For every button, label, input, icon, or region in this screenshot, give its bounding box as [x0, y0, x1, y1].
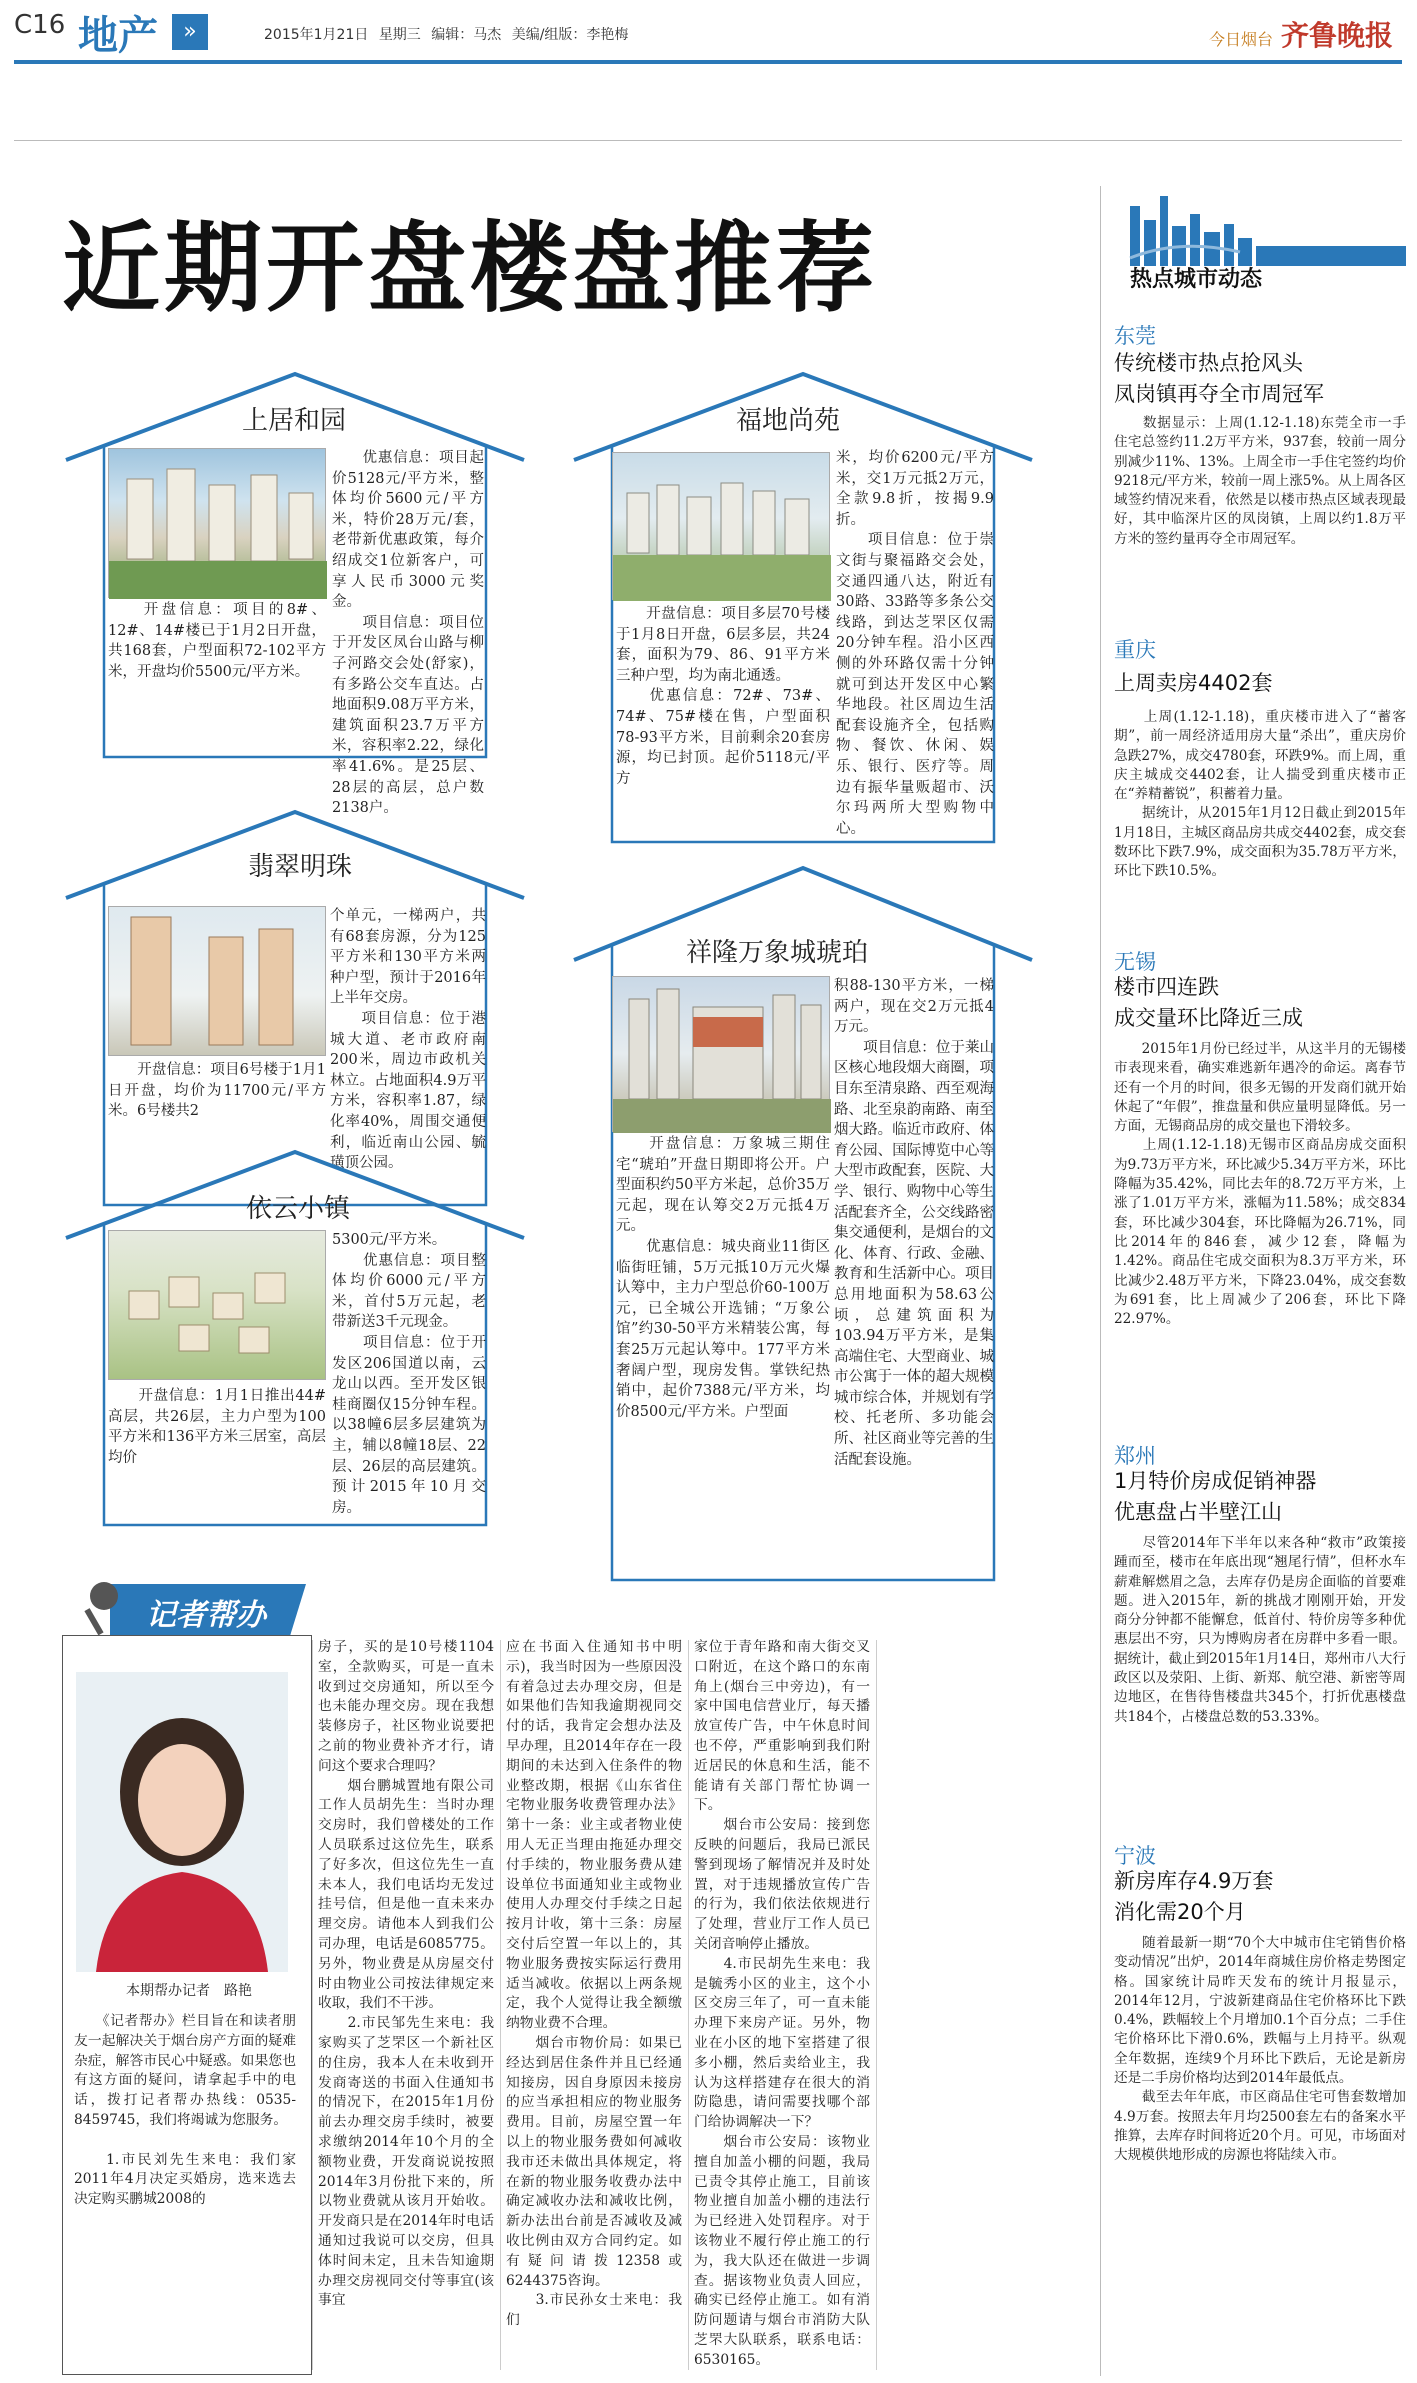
column-divider	[500, 1640, 501, 2370]
masthead-label: 今日烟台	[1208, 30, 1273, 49]
city-headline: 上周卖房4402套	[1114, 671, 1273, 695]
qa-column: 家位于青年路和南大街交叉口附近，在这个路口的东南角上(烟台三中旁边)，有一家中国电信营业厅，每天播放宣传广告，中午休息时间也不停，严重影响到我们附近居民的休息和生活，能不能请有关部门帮忙协调一下。 烟台市公安局：接到您反映的问题后，我局已派民警到现场了解情况并及时处置，对于违规播放宣传广告的行为，我们依法依规进行了处理，营业厅工作人员已关闭音响停止播放。 4.市民胡先生来电：我是毓秀小区的业主，这个小区交房三年了，可一直未能办理下来房产证。另外，物业在小区的地下室搭建了很多小棚，然后卖给业主，我认为这样搭建存在很大的消防隐患，请问需要找哪个部门给协调解决一下？ 烟台市公安局：该物业擅自加盖小棚的问题，我局已责令其停止施工，目前该物业擅自加盖小棚的违法行为已经进入处罚程序。对于该物业不履行停止施工的行为，我大队还在做进一步调查。据该物业负责人回应，确实已经停止施工。如有消防问题请与烟台市消防大队芝罘大队联系，联系电话：6530165。	[694, 1639, 870, 2368]
page-title: 近期开盘楼盘推荐	[62, 212, 879, 326]
masthead	[1209, 14, 1393, 54]
project-name: 福地尚苑	[736, 406, 841, 436]
city-body: 2015年1月份已经过半，从这半月的无锡楼市表现来看，确实难逃新年遇冷的命运。离春节还有一个月的时间，很多无锡的开发商们就开始休起了“年假”，推盘量和供应量明显降低。另一方面，无锡商品房的成交量也下滑较多。 上周(1.12-1.18)无锡市区商品房成交面积为9.73万平方米，环比减少5.34万平方米，环比降幅为35.42%，同比去年的8.72万平方米，上涨了1.01万平方米，涨幅为11.58%；成交834套，环比减少304套，环比降幅为26.71%，同比2014年的846套，减少12套，降幅为1.42%。商品住宅成交面积为8.3万平方米，环比减少2.48万平方米，下降23.04%，成交套数为691套，比上周减少了206套，环比下降22.97%。	[1114, 1041, 1406, 1328]
project-photo	[108, 906, 326, 1056]
header-rule	[14, 60, 1402, 64]
project-name: 依云小镇	[246, 1194, 351, 1224]
qa-column: 应在书面入住通知书中明示)，我当时因为一些原因没有着急过去办理交房，但是如果他们告知我逾期视同交付的话，我肯定会想办法及早办理，且2014年存在一段期间的未达到入住条件的物业整改期，根据《山东省住宅物业服务收费管理办法》第十一条：业主或者物业使用人无正当理由拖延办理交付手续的，物业服务费从建设单位书面通知业主或物业使用人办理交付手续之日起按月计收，第十三条：房屋交付后空置一年以上的，其物业服务费按实际运行费用适当减收。依据以上两条规定，我个人觉得让我全额缴纳物业费不合理。 烟台市物价局：如果已经达到居住条件并且已经通知接房，因自身原因未接房的应当承担相应的物业服务费用。目前，房屋空置一年以上的物业服务费如何减收我市还未做出具体规定，将在新的物业服务收费办法中确定减收办法和减收比例，新办法出台前是否减收及减收比例由双方合同约定。如有疑问请拨12358或6244375咨询。 3.市民孙女士来电：我们	[506, 1639, 682, 2329]
issue-date: 2015年1月21日	[264, 27, 369, 43]
city-name: 郑州	[1114, 1444, 1156, 1468]
project-open-info: 开盘信息：项目多层70号楼于1月8日开盘，6层多层，共24套，面积为79、86、91平方米三种户型，均为南北通透。 优惠信息：72#、73#、74#、75#楼在售，户型面积78-93平方米，目前剩余20套房源，均已封顶。起价5118元/平方	[616, 606, 830, 787]
project-photo	[612, 452, 830, 600]
project-photo	[108, 1230, 326, 1380]
city-body: 尽管2014年下半年以来各种“救市”政策接踵而至，楼市在年底出现“翘尾行情”，但杯水车薪难解燃眉之急，去库存仍是房企面临的首要难题。进入2015年，新的挑战才刚刚开始，开发商分分钟都不能懈怠，低首付、特价房等多种优惠层出不穷，只为博购房者在房群中多看一眼。据统计，截止到2015年1月14日，郑州市八大行政区以及荥阳、上街、新郑、航空港、新密等周边地区，在售待售楼盘共345个，打折优惠楼盘共184个，占楼盘总数的53.33%。	[1114, 1535, 1406, 1725]
city-body: 上周(1.12-1.18)，重庆楼市进入了“蓄客期”，前一周经济适用房大量“杀出”，重庆房价急跌27%，成交4780套，环跌9%。而上周，重庆主城成交4402套，让人揣受到重庆楼市正在“养精蓄锐”，积蓄着力量。 据统计，从2015年1月12日截止到2015年1月18日，主城区商品房共成交4402套，成交套数环比下跌7.9%，成交面积为35.78万平方米，环比下跌10.5%。	[1114, 709, 1406, 880]
project-photo	[108, 448, 326, 598]
section-title: 地产	[78, 13, 158, 59]
project-open-info: 开盘信息：项目的8#、12#、14#楼已于1月2日开盘，共168套，户型面积72-102平方米，开盘均价5500元/平方米。	[108, 602, 326, 680]
reporter-badge-label: 记者帮办	[146, 1598, 266, 1633]
city-headline: 传统楼市热点抢风头 凤岗镇再夺全市周冠军	[1114, 351, 1324, 406]
column-divider	[312, 1640, 313, 2370]
project-details: 优惠信息：项目起价5128元/平方米，整体均价5600元/平方米，特价28万元/套，老带新优惠政策，每介绍成交1位新客户，可享人民币3000元奖金。 项目信息：项目位于开发区凤台山路与柳子河路交会处(舒家)，有多路公交车直达。占地面积9.08万平方米，建筑面积23.7万平方米，容积率2.22，绿化率41.6%。是25层、28层的高层，总户数2138户。	[332, 450, 484, 817]
project-card-fudi	[572, 372, 1034, 848]
city-name: 东莞	[1114, 324, 1156, 348]
editor-credit: 编辑：马杰	[431, 27, 502, 43]
designer-credit: 美编/组版：李艳梅	[511, 27, 629, 43]
project-card-wanxiang	[572, 866, 1034, 1586]
project-details: 米，均价6200元/平方米，交1万元抵2万元，全款9.8折，按揭9.9折。 项目信息：位于崇文街与聚福路交会处，交通四通八达，附近有30路、33路等多条公交线路，到达芝罘区仅需20分钟车程。沿小区西侧的外环路仅需十分钟就可到达开发区中心繁华地段。社区周边生活配套设施齐全，包括购物、餐饮、休闲、娱乐、银行、医疗等。周边有振华量贩超市、沃尔玛两所大型购物中心。	[836, 450, 994, 837]
city-name: 宁波	[1114, 1844, 1156, 1868]
column-divider	[1100, 186, 1101, 2376]
project-details: 个单元，一梯两户，共有68套房源，分为125平方米和130平方米两种户型，预计于2016年上半年交房。 项目信息：位于港城大道、老市政府南200米，周边市政机关林立。占地面积4.9万平方米，容积率1.87，绿化率40%，周围交通便利，临近南山公园、毓璜顶公园。	[330, 908, 486, 1172]
reporter-caption: 本期帮办记者 路艳	[126, 1983, 252, 1999]
header-rule-thin	[14, 140, 1402, 141]
city-headline: 新房库存4.9万套 消化需20个月	[1114, 1869, 1274, 1924]
project-open-info: 开盘信息：万象城三期住宅“琥珀”开盘日期即将公开。户型面积约50平方米起，总价35万元起，现在认筹交2万元抵4万元。 优惠信息：城央商业11街区临街旺铺，5万元抵10万元火爆认筹中，主力户型总价60-100万元，已全城公开选铺；“万象公馆”约30-50平方米精装公寓，每套25万元起认筹中。177平方米奢阔户型，现房发售。掌铁纪热销中，起价7388元/平方米，均价8500元/平方米。户型面	[616, 1136, 830, 1420]
project-open-info: 开盘信息：1月1日推出44#高层，共26层，主力户型为100平方米和136平方米三居室，高层均价	[108, 1388, 326, 1466]
city-name: 无锡	[1114, 950, 1156, 974]
project-card-shangju	[64, 372, 526, 817]
paper-name: 齐鲁晚报	[1280, 19, 1393, 52]
project-name: 祥隆万象城琥珀	[686, 938, 869, 968]
project-details: 5300元/平方米。 优惠信息：项目整体均价6000元/平方米，首付5万元起，老带新送3千元现金。 项目信息：位于开发区206国道以南，云龙山以西。至开发区银桂商圈仅15分钟车程。以38幢6层多层建筑为主，辅以8幢18层、22层、26层的高层建筑。预计2015年10月交房。	[332, 1232, 486, 1516]
project-name: 上居和园	[242, 406, 347, 436]
project-name: 翡翠明珠	[248, 852, 353, 882]
page-number: C16	[14, 10, 66, 40]
project-card-yiyun	[64, 1150, 526, 1530]
reporter-help-badge	[70, 1580, 310, 1638]
reporter-photo	[76, 1672, 288, 1972]
qa-column: 房子，买的是10号楼1104室，全款购买，可是一直未收到过交房通知，所以至今也未能办理交房。现在我想装修房子，社区物业说要把之前的物业费补齐才行，请问这个要求合理吗？ 烟台鹏城置地有限公司工作人员胡先生：当时办理交房时，我们曾楼处的工作人员联系过这位先生，联系了好多次，但这位先生一直未本人，我们电话均无发过挂号信，但是他一直未来办理交房。请他本人到我们公司办理，电话是6085775。另外，物业费是从房屋交付时由物业公司按法律规定来收取，我们不干涉。 2.市民邹先生来电：我家购买了芝罘区一个新社区的住房，我本人在未收到开发商寄送的书面入住通知书的情况下，在2015年1月份前去办理交房手续时，被要求缴纳2014年10个月的全额物业费，开发商说说按照2014年3月份批下来的，所以物业费就从该月开始收。开发商只是在2014年时电话通知过我说可以交房，但具体时间未定，且未告知逾期办理交房视同交付等事宜(该事宜	[318, 1639, 494, 2309]
city-name: 重庆	[1114, 638, 1156, 662]
column-divider	[688, 1640, 689, 2370]
reporter-intro: 《记者帮办》栏目旨在和读者朋友一起解决关于烟台房产方面的疑难杂症，解答市民心中疑惑。如果您也有这方面的疑问，请拿起手中的电话，拨打记者帮办热线：0535-8459745，我们将竭诚为您服务。 1.市民刘先生来电：我们家2011年4月决定买婚房，选来选去决定购买鹏城2008的	[74, 2013, 296, 2208]
project-open-info: 开盘信息：项目6号楼于1月1日开盘，均价为11700元/平方米。6号楼共2	[108, 1062, 326, 1120]
project-photo	[612, 976, 830, 1132]
section-arrow-icon: »	[172, 14, 208, 50]
city-body: 数据显示：上周(1.12-1.18)东莞全市一手住宅总签约11.2万平方米，937套，较前一周分别减少11%、13%。上周全市一手住宅签约均价9218元/平方米，较前一周上涨5%。从上周各区域签约情况来看，依然是以楼市热点区域表现最好，其中临深片区的凤岗镇，上周以约1.8万平方米的签约量再夺全市周冠军。	[1114, 415, 1406, 547]
city-headline: 楼市四连跌 成交量环比降近三成	[1114, 975, 1303, 1030]
issue-weekday: 星期三	[378, 27, 421, 43]
column-divider	[876, 1640, 877, 2370]
issue-info	[264, 24, 628, 44]
project-details: 积88-130平方米，一梯两户，现在交2万元抵4万元。 项目信息：位于莱山区核心地段烟大商圈，项目东至清泉路、西至观海路、北至泉韵南路、南至烟大路。临近市政府、体育公园、国际博览中心等大型市政配套，医院、大学、银行、购物中心等生活配套齐全，公交线路密集交通便利，是烟台的文化、体育、行政、金融、教育和生活新中心。项目总用地面积为58.63公顷，总建筑面积为103.94万平方米，是集高端住宅、大型商业、城市公寓于一体的超大规模城市综合体，并规划有学校、托老所、多功能会所、社区商业等完善的生活配套设施。	[834, 978, 994, 1468]
right-column-heading: 热点城市动态	[1130, 267, 1263, 292]
city-body: 随着最新一期“70个大中城市住宅销售价格变动情况”出炉，2014年商城住房价格走势图定格。国家统计局昨天发布的统计月报显示，2014年12月，宁波新建商品住宅价格环比下跌0.4%，跌幅较上个月增加0.1个百分点；二手住宅价格环比下滑0.6%，跌幅与上月持平。纵观全年数据，连续9个月环比下跌后，无论是新房还是二手房价格均达到2014年最低点。 截至去年年底，市区商品住宅可售套数增加4.9万套。按照去年月均2500套左右的备案水平推算，去库存时间将近20个月。可见，市场面对大规模供地形成的房源也将陆续入市。	[1114, 1935, 1406, 2164]
city-headline: 1月特价房成促销神器 优惠盘占半壁江山	[1114, 1469, 1317, 1524]
